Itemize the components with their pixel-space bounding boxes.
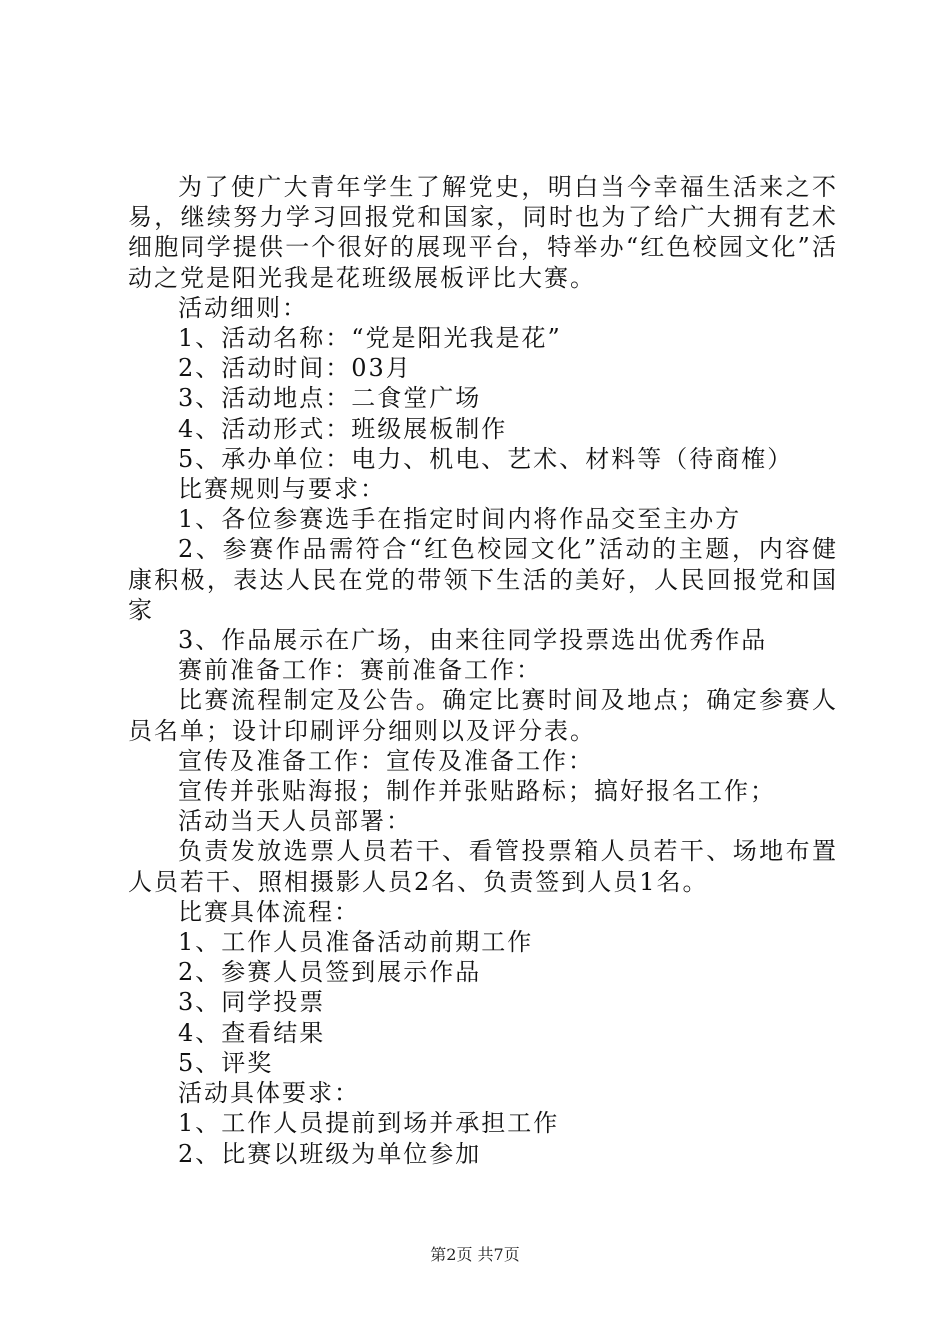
heading-requirements: 活动具体要求：: [178, 1079, 360, 1108]
list-item: 1、活动名称：“党是阳光我是花”: [178, 324, 562, 353]
list-item: 5、承办单位：电力、机电、艺术、材料等（待商榷）: [178, 444, 794, 473]
list-item: 4、活动形式：班级展板制作: [178, 414, 508, 443]
heading-rules: 比赛规则与要求：: [178, 475, 386, 504]
list-item: 1、工作人员准备活动前期工作: [178, 928, 534, 957]
list-item: 2、参赛人员签到展示作品: [178, 958, 482, 987]
list-item: 3、同学投票: [178, 988, 326, 1017]
paragraph-staffing: 负责发放选票人员若干、看管投票箱人员若干、场地布置人员若干、照相摄影人员2名、负责签到人员1名。: [128, 837, 838, 896]
list-item: 5、评奖: [178, 1048, 274, 1077]
list-item: 1、各位参赛选手在指定时间内将作品交至主办方: [178, 505, 742, 534]
paragraph-intro: 为了使广大青年学生了解党史，明白当今幸福生活来之不易，继续努力学习回报党和国家，同时也为了给广大拥有艺术细胞同学提供一个很好的展现平台，特举办“红色校园文化”活动之党是阳光我是花班级展板评比大赛。: [128, 173, 838, 292]
list-item: 3、作品展示在广场，由来往同学投票选出优秀作品: [178, 626, 768, 655]
paragraph-publicity: 宣传并张贴海报；制作并张贴路标；搞好报名工作；: [178, 777, 776, 806]
list-item: 2、活动时间：03月: [178, 354, 412, 383]
heading-publicity: 宣传及准备工作：宣传及准备工作：: [178, 746, 594, 775]
list-item: 2、参赛作品需符合“红色校园文化”活动的主题，内容健康积极，表达人民在党的带领下生活的美好，人民回报党和国家: [128, 535, 838, 624]
heading-preparation: 赛前准备工作：赛前准备工作：: [178, 656, 542, 685]
heading-procedure: 比赛具体流程：: [178, 897, 360, 926]
list-item: 4、查看结果: [178, 1018, 326, 1047]
list-item: 3、活动地点：二食堂广场: [178, 384, 482, 413]
page-number-footer: 第2页 共7页: [430, 1245, 520, 1264]
list-item: 2、比赛以班级为单位参加: [178, 1139, 482, 1168]
paragraph-preparation: 比赛流程制定及公告。确定比赛时间及地点；确定参赛人员名单；设计印刷评分细则以及评分表。: [128, 686, 838, 745]
document-body: [128, 172, 838, 1169]
heading-activity-details: 活动细则：: [178, 293, 308, 322]
heading-staffing: 活动当天人员部署：: [178, 807, 412, 836]
list-item: 1、工作人员提前到场并承担工作: [178, 1109, 560, 1138]
